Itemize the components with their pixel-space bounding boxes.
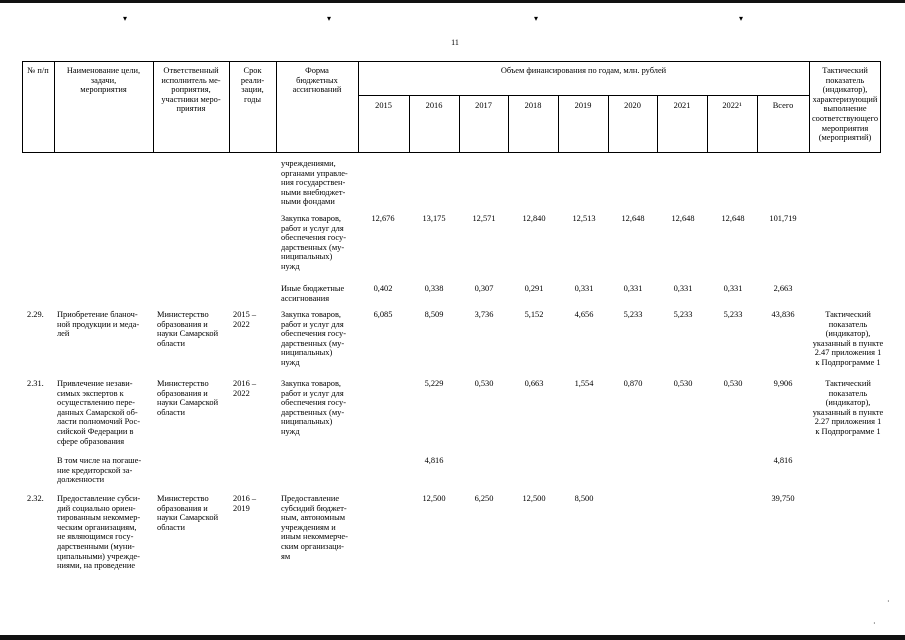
row-term: 2016 – 2019 (233, 494, 257, 513)
value-cell: 0,530 (673, 379, 693, 388)
row-form: Предоставление субсидий бюджет- ным, автономным учреждениям и иным некоммерче- ским организаци- ям (281, 494, 348, 561)
value-cell: 4,656 (574, 310, 594, 319)
scan-mark: ▾ (534, 14, 539, 23)
value-cell: 0,331 (623, 284, 643, 293)
value-cell: 12,840 (522, 214, 546, 223)
value-cell: 0,663 (524, 379, 544, 388)
value-cell: 0,307 (474, 284, 494, 293)
row-form: Закупка товаров, работ и услуг для обеспечения госу- дарственных (му- ниципальных) нужд (281, 310, 347, 367)
row-name: Привлечение незави- симых экспертов к осуществлению пере- данных Самарской об- ласти полномочий Рос- сийской Федерации в сфере образования (57, 379, 140, 446)
value-cell: 0,402 (373, 284, 393, 293)
year-header: 2017 (475, 101, 492, 110)
scan-mark: ▾ (123, 14, 128, 23)
row-responsible: Министерство образования и науки Самарской области (157, 379, 219, 417)
year-header: 2019 (574, 101, 592, 110)
value-cell: 0,331 (574, 284, 594, 293)
header-finance: Объем финансирования по годам, млн. рублей (500, 66, 667, 75)
value-cell: 0,338 (424, 284, 444, 293)
scan-dot: · (873, 619, 876, 628)
value-cell: 12,676 (371, 214, 395, 223)
value-cell: 0,331 (723, 284, 743, 293)
value-cell: 12,571 (472, 214, 496, 223)
value-cell: 0,530 (723, 379, 743, 388)
row-form: учреждениями, органами управле- ния государствен- ными внебюджет- ными фондами (281, 159, 348, 207)
header-indicator: Тактический показатель (индикатор), характеризующий выполнение соответствующего мероприятия (мероприятий) (811, 66, 879, 143)
value-cell: 4,816 (424, 456, 444, 465)
header-top-rule (22, 61, 881, 62)
value-cell: 3,736 (474, 310, 494, 319)
year-header: 2021 (673, 101, 691, 110)
total-cell: 4,816 (773, 456, 793, 465)
header-num: № п/п (27, 66, 49, 75)
value-cell: 0,870 (623, 379, 643, 388)
value-cell: 5,152 (524, 310, 544, 319)
header-term: Срок реали- зации, годы (240, 66, 265, 104)
value-cell: 5,229 (424, 379, 444, 388)
year-header: 2020 (624, 101, 641, 110)
row-name: В том числе на погаше- ние кредиторской за- долженности (57, 456, 142, 485)
value-cell: 12,500 (522, 494, 546, 503)
value-cell: 6,250 (474, 494, 494, 503)
row-indicator: Тактический показатель (индикатор), указанный в пункте 2.27 приложения 1 к Подпрограмме 1 (812, 379, 884, 436)
year-header: 2022¹ (722, 101, 742, 110)
value-cell: 12,500 (422, 494, 446, 503)
total-cell: 9,906 (773, 379, 793, 388)
value-cell: 1,554 (574, 379, 594, 388)
value-cell: 5,233 (623, 310, 643, 319)
row-responsible: Министерство образования и науки Самарской области (157, 494, 219, 532)
value-cell: 5,233 (673, 310, 693, 319)
row-term: 2015 – 2022 (233, 310, 257, 329)
header-bottom-rule (22, 152, 881, 153)
year-header: 2015 (375, 101, 392, 110)
row-form: Закупка товаров, работ и услуг для обеспечения госу- дарственных (му- ниципальных) нужд (281, 214, 347, 271)
value-cell: 13,175 (422, 214, 446, 223)
value-cell: 0,331 (673, 284, 693, 293)
total-cell: 39,750 (771, 494, 795, 503)
value-cell: 12,648 (671, 214, 695, 223)
total-cell: 43,836 (771, 310, 795, 319)
row-responsible: Министерство образования и науки Самарской области (157, 310, 219, 348)
row-number: 2.32. (27, 494, 44, 503)
value-cell: 0,530 (474, 379, 494, 388)
scan-mark: ▾ (327, 14, 332, 23)
page-number: 11 (451, 38, 459, 47)
row-indicator: Тактический показатель (индикатор), указанный в пункте 2.47 приложения 1 к Подпрограмме 1 (812, 310, 884, 367)
header-form: Форма бюджетных ассигнований (292, 66, 342, 95)
header-responsible: Ответственный исполнитель ме- роприятия, участники меро- приятия (161, 66, 221, 114)
value-cell: 6,085 (373, 310, 393, 319)
year-header: 2016 (425, 101, 443, 110)
row-form: Закупка товаров, работ и услуг для обеспечения госу- дарственных (му- ниципальных) нужд (281, 379, 347, 436)
scan-dot: · (887, 597, 890, 606)
row-form: Иные бюджетные ассигнования (281, 284, 345, 303)
value-cell: 8,509 (424, 310, 444, 319)
row-name: Предоставление субси- дий социально ориен- тированным некоммер- ческим организациям, не являющимся госу- дарственными (муни- ципальными) учрежде- ниями, на проведение (57, 494, 141, 571)
value-cell: 8,500 (574, 494, 594, 503)
total-cell: 101,719 (769, 214, 797, 223)
top-border (0, 0, 905, 3)
value-cell: 12,513 (572, 214, 596, 223)
total-cell: 2,663 (773, 284, 793, 293)
value-cell: 5,233 (723, 310, 743, 319)
row-term: 2016 – 2022 (233, 379, 257, 398)
scan-mark: ▾ (739, 14, 744, 23)
bottom-border (0, 635, 905, 640)
year-header: 2018 (524, 101, 542, 110)
value-cell: 0,291 (524, 284, 544, 293)
row-number: 2.29. (27, 310, 44, 319)
row-number: 2.31. (27, 379, 44, 388)
row-name: Приобретение бланоч- ной продукции и меда- лей (57, 310, 140, 339)
year-header-total: Всего (772, 101, 794, 110)
value-cell: 12,648 (721, 214, 745, 223)
year-header-rule (358, 95, 809, 96)
value-cell: 12,648 (621, 214, 645, 223)
header-name: Наименование цели, задачи, мероприятия (66, 66, 141, 95)
